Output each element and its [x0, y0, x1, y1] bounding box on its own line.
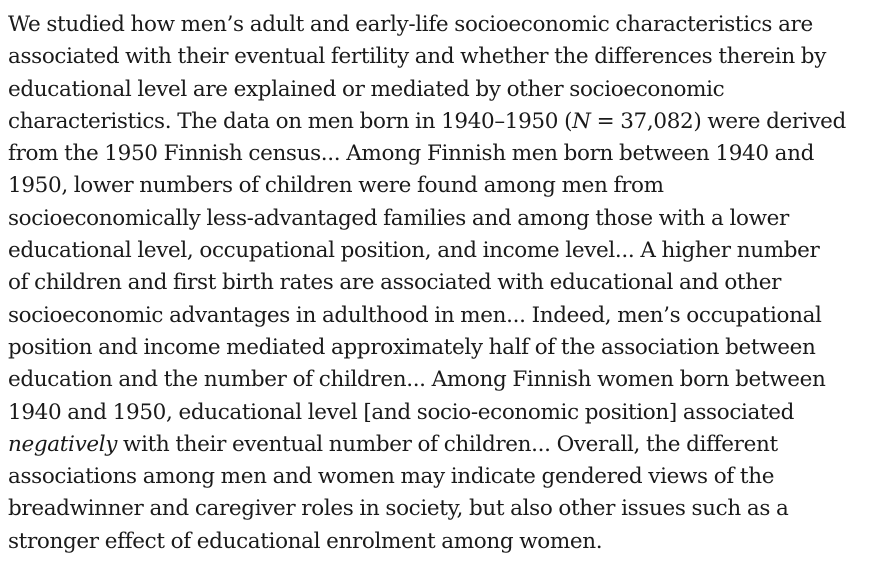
passage-line: stronger effect of educational enrolment among women.: [8, 528, 603, 554]
passage-line: breadwinner and caregiver roles in society, but also other issues such as a: [8, 496, 789, 522]
passage-line: 1940 and 1950, educational level [and socio-economic position] associated: [8, 399, 795, 425]
passage-line: position and income mediated approximately half of the association between: [8, 334, 816, 360]
passage-line: 1950, lower numbers of children were found among men from: [8, 173, 664, 199]
passage-line: socioeconomic advantages in adulthood in men... Indeed, men’s occupational: [8, 302, 822, 328]
passage-line: educational level are explained or mediated by other socioeconomic: [8, 76, 725, 102]
sample-size-symbol: N: [572, 108, 591, 134]
passage-line: socioeconomically less-advantaged families and among those with a lower: [8, 205, 789, 231]
passage-line: [8, 429, 884, 461]
passage-text: with their eventual number of children... Overall, the different: [117, 431, 778, 457]
emphasized-word: negatively: [8, 431, 118, 457]
quoted-passage: [8, 9, 884, 558]
passage-line: from the 1950 Finnish census... Among Finnish men born between 1940 and: [8, 141, 815, 167]
passage-line: associations among men and women may indicate gendered views of the: [8, 464, 775, 490]
passage-line: [8, 106, 884, 138]
passage-line: We studied how men’s adult and early-life socioeconomic characteristics are: [8, 12, 813, 37]
passage-line: education and the number of children... Among Finnish women born between: [8, 367, 826, 393]
passage-line: of children and first birth rates are associated with educational and other: [8, 270, 782, 296]
passage-text: characteristics. The data on men born in 1940–1950 (: [8, 108, 573, 134]
passage-line: educational level, occupational position, and income level... A higher number: [8, 238, 820, 264]
passage-line: associated with their eventual fertility and whether the differences therein by: [8, 44, 827, 70]
passage-text: = 37,082) were derived: [590, 108, 846, 134]
